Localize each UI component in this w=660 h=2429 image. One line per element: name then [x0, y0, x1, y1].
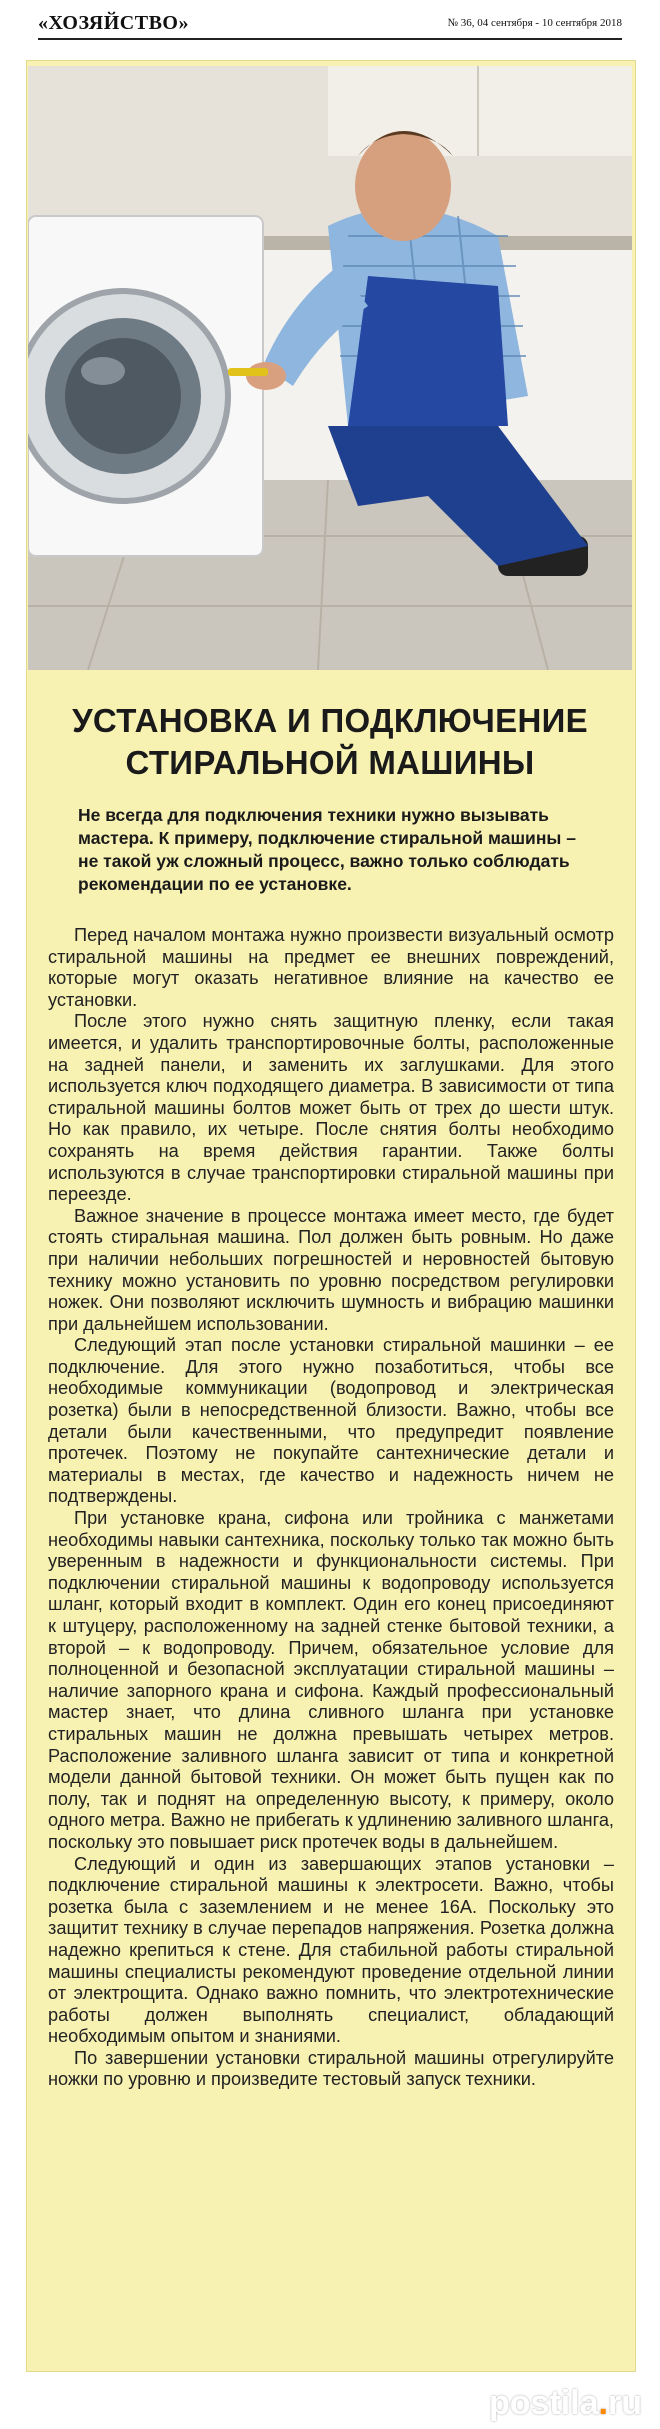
- postila-watermark: [489, 2384, 642, 2423]
- article-photo: [28, 66, 632, 670]
- page-header: [38, 8, 622, 40]
- watermark-left: postila: [488, 2384, 599, 2422]
- article-lead: Не всегда для подключения техники нужно вызывать мастера. К примеру, подключение стиральной машины – не такой уж сложный процесс, важно только соблюдать рекомендации по ее установке.: [78, 805, 576, 894]
- article-paragraph: По завершении установки стиральной машины отрегулируйте ножки по уровню и произведите тестовый запуск техники.: [48, 2047, 614, 2090]
- article-paragraph: При установке крана, сифона или тройника с манжетами необходимы навыки сантехника, поскольку только так можно быть уверенным в надежности и функциональности системы. При подключении стиральной машины к водопроводу используется шланг, который входит в комплект. Один его конец присоединяют к штуцеру, расположенному на задней стенке бытовой техники, а второй – к водопроводу. Причем, обязательное условие для полноценной и безопасной эксплуатации стиральной машины – наличие запорного крана и сифона. Каждый профессиональный мастер знает, что длина сливного шланга при установке стиральных машин не должна превышать четырех метров. Расположение заливного шланга зависит от типа и конкретной модели данной бытовой техники. Он может быть пущен как по полу, так и поднят на определенную высоту, к примеру, около одного метра. Важно не прибегать к удлинению заливного шланга, поскольку это повышает риск протечек воды в дальнейшем.: [48, 1508, 614, 1852]
- issue-date: № 36, 04 сентября - 10 сентября 2018: [447, 17, 622, 29]
- article-paragraph: Важное значение в процессе монтажа имеет место, где будет стоять стиральная машина. Пол должен быть ровным. Но даже при наличии небольших погрешностей и неровностей бытовую технику можно установить по уровню посредством регулировки ножек. Они позволяют исключить шумность и вибрацию машинки при дальнейшем использовании.: [48, 1205, 614, 1334]
- article-body: [48, 925, 614, 2091]
- washing-machine-technician-illustration: [28, 66, 632, 670]
- article-title-line-1: УСТАНОВКА И ПОДКЛЮЧЕНИЕ: [72, 702, 588, 739]
- watermark-dot: .: [598, 2384, 608, 2422]
- article-title-line-2: СТИРАЛЬНОЙ МАШИНЫ: [125, 744, 535, 781]
- section-name: «ХОЗЯЙСТВО»: [38, 11, 189, 34]
- article-paragraph: Следующий этап после установки стиральной машинки – ее подключение. Для этого нужно позаботиться, чтобы все необходимые коммуникации (водопровод и электрическая розетка) были в непосредственной близости. Важно, чтобы все детали были качественными, что предупредит появление протечек. Поэтому не покупайте сантехнические детали и материалы в местах, где качество и надежность ничем не подтверждены.: [48, 1335, 614, 1507]
- article-paragraph: После этого нужно снять защитную пленку, если такая имеется, и удалить транспортировочные болты, расположенные на задней панели, и заменить их заглушками. Для этого используется ключ подходящего диаметра. В зависимости от типа стиральной машины болтов может быть от трех до шести штук. Но как правило, их четыре. После снятия болты необходимо сохранять на время действия гарантии. Также болты используются в случае транспортировки стиральной машины при переезде.: [48, 1011, 614, 1205]
- article-paragraph: Перед началом монтажа нужно произвести визуальный осмотр стиральной машины на предмет ее внешних повреждений, которые могут оказать негативное влияние на качество ее установки.: [48, 925, 614, 1010]
- watermark-right: ru: [608, 2384, 642, 2422]
- article-title: [30, 700, 630, 784]
- article-paragraph: Следующий и один из завершающих этапов установки – подключение стиральной машины к электросети. Важно, чтобы розетка была с заземлением и не менее 16А. Поскольку это защитит технику в случае перепадов напряжения. Розетка должна надежно крепиться к стене. Для стабильной работы стиральной машины специалисты рекомендуют проведение отдельной линии от электрощита. Однако важно помнить, что электротехнические работы должен выполнять специалист, обладающий необходимым опытом и знаниями.: [48, 1853, 614, 2047]
